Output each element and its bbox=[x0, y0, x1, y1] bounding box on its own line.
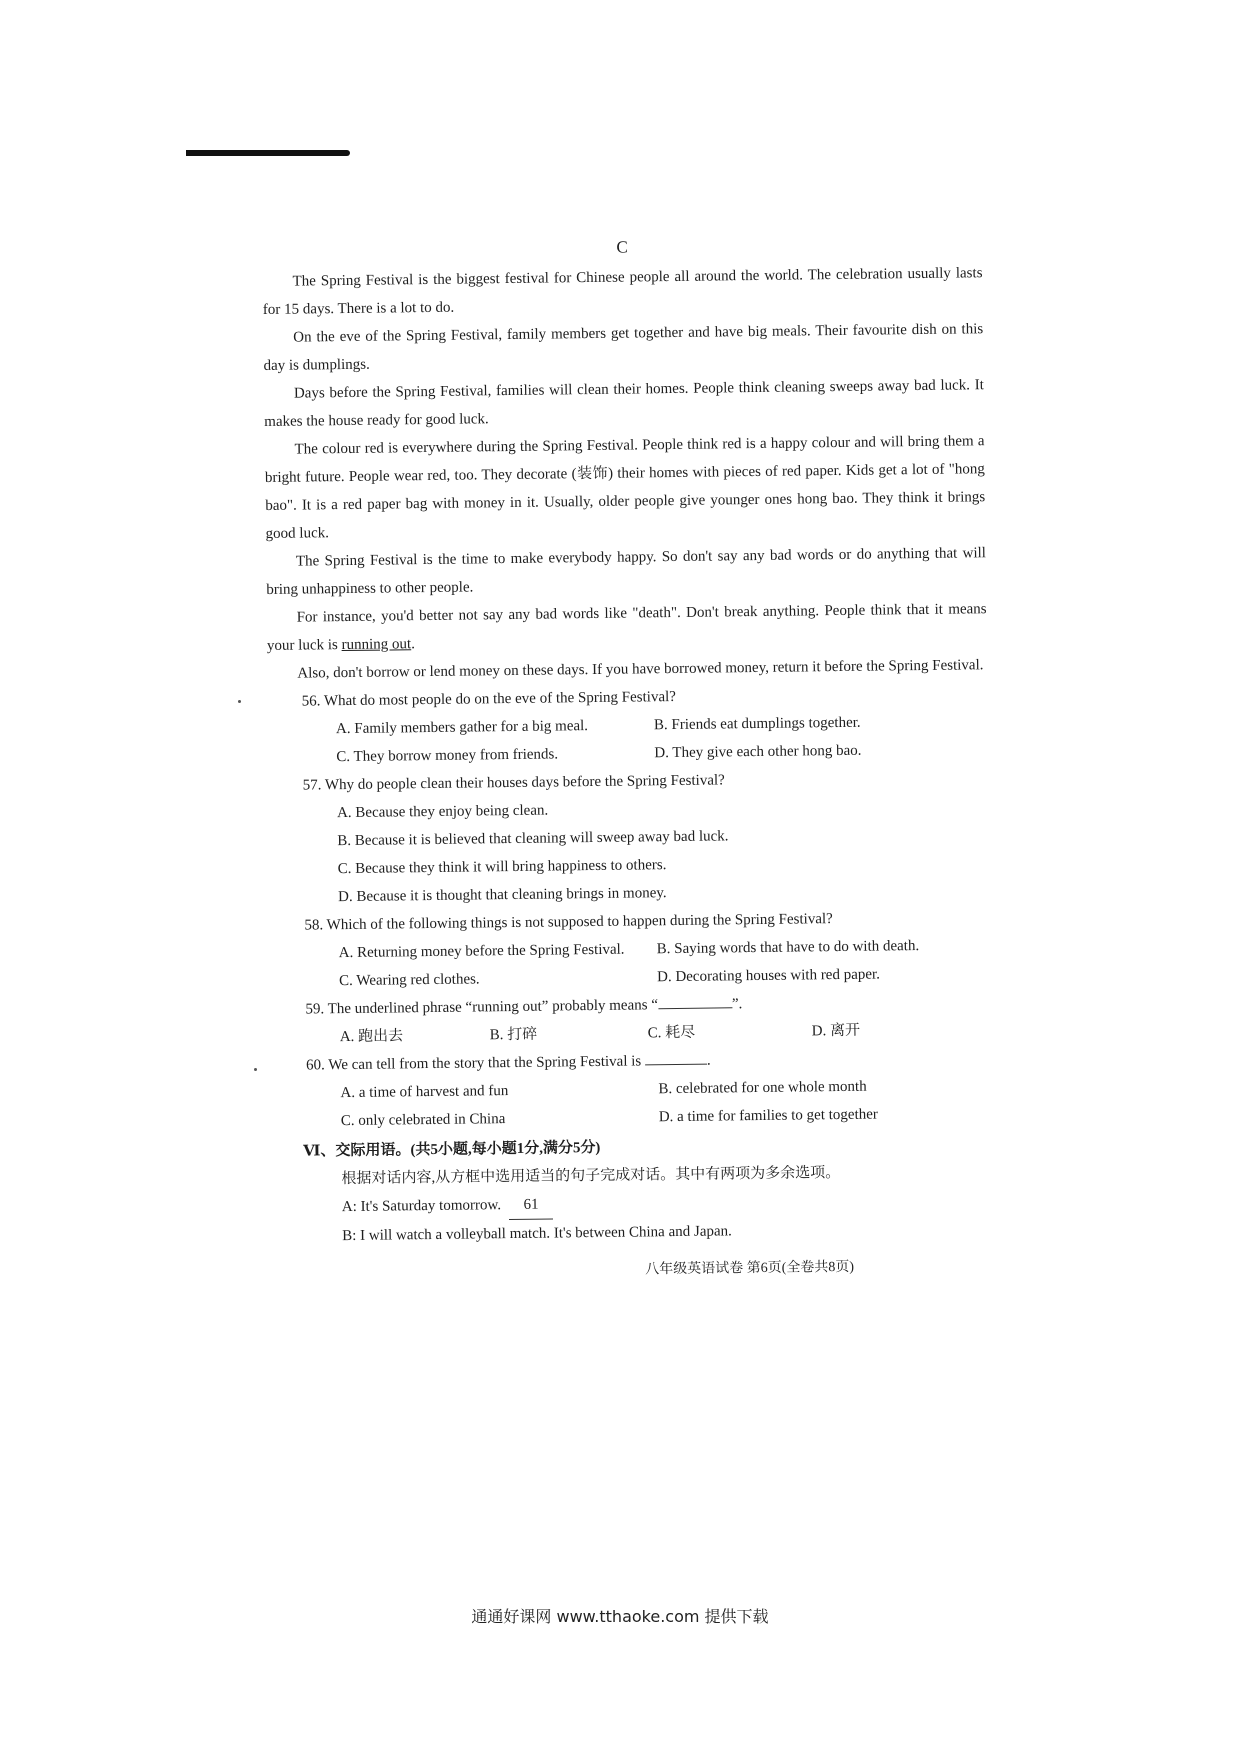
paragraph-text: . bbox=[411, 636, 415, 653]
paragraph: On the eve of the Spring Festival, family members get together and have big meals. Their favourite dish on this day is dumplings. bbox=[263, 321, 984, 374]
answer-blank bbox=[658, 993, 732, 1009]
question-stem: 58. Which of the following things is not supposed to happen during the Spring Festival? bbox=[304, 911, 833, 934]
question-stem: 56. What do most people do on the eve of the Spring Festival? bbox=[301, 688, 676, 710]
scan-speck bbox=[254, 1068, 257, 1071]
option: A. Family members gather for a big meal. bbox=[335, 718, 589, 738]
paragraph: Also, don't borrow or lend money on these days. If you have borrowed money, return it before the Spring Festival. bbox=[297, 657, 984, 682]
section-instruction: 根据对话内容,从方框中选用适当的句子完成对话。其中有两项为多余选项。 bbox=[341, 1165, 841, 1188]
question-text: ”. bbox=[731, 996, 743, 1013]
option: B. 打碎 bbox=[489, 1026, 538, 1044]
section-heading: Ⅵ、交际用语。(共5小题,每小题1分,满分5分) bbox=[303, 1139, 601, 1160]
option: D. They give each other hong bao. bbox=[654, 742, 862, 762]
option: C. 耗尽 bbox=[647, 1024, 696, 1042]
question-text: 59. The underlined phrase “running out” probably means “ bbox=[305, 997, 659, 1018]
paragraph: The Spring Festival is the time to make everybody happy. So don't say any bad words or do anything that will bring unhappiness to other people. bbox=[266, 545, 987, 598]
option: B. Because it is believed that cleaning will sweep away bad luck. bbox=[337, 828, 729, 850]
question-options bbox=[339, 931, 992, 995]
option: C. They borrow money from friends. bbox=[336, 746, 559, 766]
option: B. Saying words that have to do with death. bbox=[656, 938, 920, 958]
paragraph: The colour red is everywhere during the Spring Festival. People think red is a happy colour and will bring them a bright future. People wear red, too. They decorate (装饰) their homes with pieces of red paper. Kids get a lot of "hong bao". It is a red paper bag with money in it. Usually, older people give younger ones hong bao. They think it brings good luck. bbox=[264, 433, 986, 542]
question-stem: 57. Why do people clean their houses days before the Spring Festival? bbox=[302, 772, 725, 794]
option: A. 跑出去 bbox=[339, 1028, 404, 1046]
question-options bbox=[336, 707, 989, 771]
option: C. Wearing red clothes. bbox=[338, 971, 480, 990]
option: C. Because they think it will bring happiness to others. bbox=[337, 857, 667, 878]
option: C. only celebrated in China bbox=[340, 1111, 506, 1130]
question-options bbox=[340, 1071, 993, 1135]
site-footer: 通通好课网 www.tthaoke.com 提供下载 bbox=[471, 1607, 769, 1626]
option: D. Decorating houses with red paper. bbox=[656, 966, 881, 986]
option: B. Friends eat dumplings together. bbox=[653, 714, 861, 734]
option: B. celebrated for one whole month bbox=[658, 1078, 867, 1098]
question-text: 60. We can tell from the story that the Spring Festival is bbox=[306, 1053, 642, 1074]
dialog-text: A: It's Saturday tomorrow. bbox=[341, 1197, 502, 1216]
paragraph: Days before the Spring Festival, families will clean their homes. People think cleaning sweeps away bad luck. It makes the house ready for good luck. bbox=[264, 377, 984, 430]
top-rule bbox=[186, 150, 350, 156]
paragraph: The Spring Festival is the biggest festival for Chinese people all around the world. The celebration usually lasts for 15 days. There is a lot to do. bbox=[262, 265, 983, 318]
option: D. a time for families to get together bbox=[658, 1106, 878, 1126]
page-number-footer: 八年级英语试卷 第6页(全卷共8页) bbox=[645, 1259, 855, 1278]
question-text: . bbox=[706, 1052, 711, 1069]
paragraph-text: For instance, you'd better not say any bad words like "death". Don't break anything. People think that it means your luck is bbox=[266, 601, 987, 654]
dialog-line: B: I will watch a volleyball match. It's between China and Japan. bbox=[342, 1223, 732, 1245]
option: D. 离开 bbox=[811, 1022, 861, 1040]
option: A. Because they enjoy being clean. bbox=[336, 802, 549, 822]
option: A. Returning money before the Spring Festival. bbox=[338, 941, 625, 962]
section-letter: C bbox=[616, 237, 628, 257]
scanned-content bbox=[262, 229, 995, 1289]
underlined-phrase: running out bbox=[341, 636, 412, 654]
question-options bbox=[337, 791, 990, 911]
scan-speck bbox=[238, 700, 241, 703]
option: A. a time of harvest and fun bbox=[340, 1083, 509, 1102]
blank-number: 61 bbox=[509, 1191, 553, 1221]
paragraph bbox=[266, 595, 987, 660]
answer-blank bbox=[645, 1050, 707, 1066]
option: D. Because it is thought that cleaning brings in money. bbox=[337, 885, 667, 906]
